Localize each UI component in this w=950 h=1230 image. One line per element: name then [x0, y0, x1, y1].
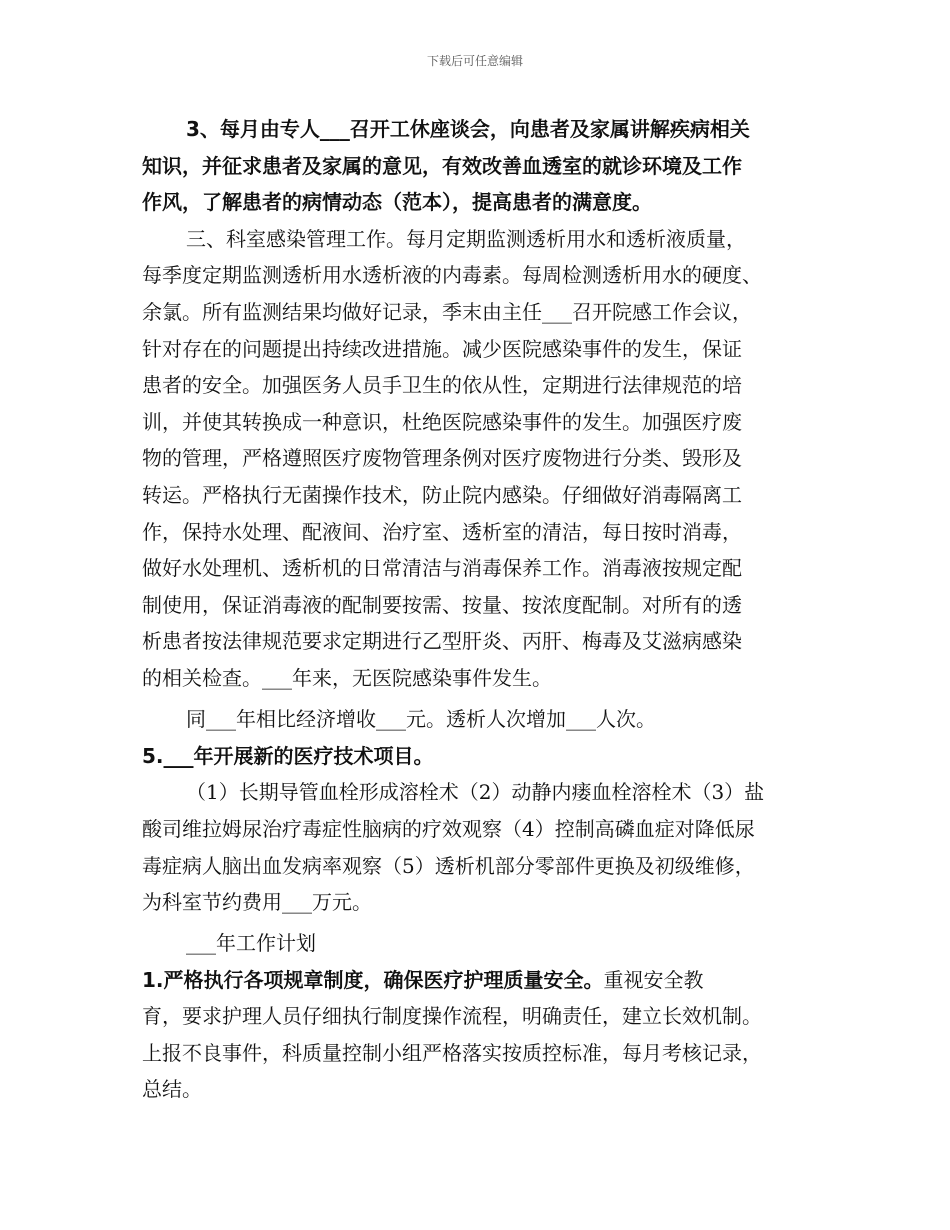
text-line: 制使用，保证消毒液的配制要按需、按量、按浓度配制。对所有的透	[142, 593, 742, 617]
text-line: 物的管理，严格遵照医疗废物管理条例对医疗废物进行分类、毁形及	[142, 446, 742, 470]
text-line: 毒症病人脑出血发病率观察（5）透析机部分零部件更换及初级维修，	[142, 854, 755, 878]
text-line: 针对存在的问题提出持续改进措施。减少医院感染事件的发生，保证	[142, 337, 742, 361]
text-line: 患者的安全。加强医务人员手卫生的依从性，定期进行法律规范的培	[142, 373, 742, 397]
text-line: 三、科室感染管理工作。每月定期监测透析用水和透析液质量，	[186, 227, 746, 251]
text-line	[142, 969, 704, 991]
text-line: 酸司维拉姆尿治疗毒症性脑病的疗效观察（4）控制高磷血症对降低尿	[142, 817, 755, 841]
text-line: 3、每月由专人___召开工休座谈会，向患者及家属讲解疾病相关	[186, 117, 750, 141]
text-line: 同___年相比经济增收___元。透析人次增加___人次。	[186, 707, 656, 731]
text-line: 余氯。所有监测结果均做好记录，季末由主任___召开院感工作会议，	[142, 300, 752, 324]
text-line: 作，保持水处理、配液间、治疗室、透析室的清洁，每日按时消毒，	[142, 520, 742, 544]
text-line: 的相关检查。___年来，无医院感染事件发生。	[142, 666, 552, 690]
bold-lead: 1.严格执行各项规章制度，确保医疗护理质量安全。	[142, 968, 604, 992]
page-header: 下载后可任意编辑	[426, 54, 523, 68]
text-line: 总结。	[142, 1077, 202, 1101]
text-line: 每季度定期监测透析用水透析液的内毒素。每周检测透析用水的硬度、	[142, 263, 762, 287]
text-tail: 重视安全教	[603, 968, 704, 992]
text-line: 转运。严格执行无菌操作技术，防止院内感染。仔细做好消毒隔离工	[142, 483, 742, 507]
text-line: 析患者按法律规范要求定期进行乙型肝炎、丙肝、梅毒及艾滋病感染	[142, 629, 742, 653]
text-line: 知识，并征求患者及家属的意见，有效改善血透室的就诊环境及工作	[142, 154, 742, 178]
text-line: （1）长期导管血栓形成溶栓术（2）动静内瘘血栓溶栓术（3）盐	[186, 780, 765, 804]
text-line: 育，要求护理人员仔细执行制度操作流程，明确责任，建立长效机制。	[142, 1004, 762, 1028]
section-heading: ___年工作计划	[186, 931, 316, 955]
section-heading: 5.___年开展新的医疗技术项目。	[142, 744, 434, 768]
text-line: 做好水处理机、透析机的日常清洁与消毒保养工作。消毒液按规定配	[142, 556, 742, 580]
text-line: 作风，了解患者的病情动态（范本），提高患者的满意度。	[142, 190, 652, 214]
text-line: 训，并使其转换成一种意识，杜绝医院感染事件的发生。加强医疗废	[142, 410, 742, 434]
text-line: 为科室节约费用___万元。	[142, 890, 372, 914]
text-line: 上报不良事件，科质量控制小组严格落实按质控标准，每月考核记录，	[142, 1041, 762, 1065]
